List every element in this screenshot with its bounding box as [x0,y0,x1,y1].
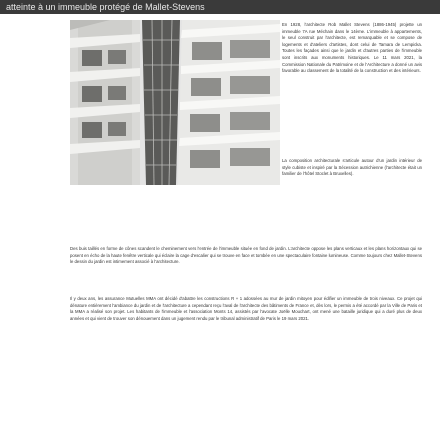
building-illustration [70,20,280,185]
garden-column-text: La composition architecturale s'articule autour d'un jardin intérieur de style cubiste et inspiré par la Sécession autrichienne (l'architecte était un familier de l'hôtel Stoclet à Bruxelles). [282,158,422,177]
intro-column-text: En 1928, l'architecte Rob Mallet Stevens (1886-1945) projette un immeuble 7A rue Méchain dans le 14ème. L'immeuble à appartements, le seul construit par l'architecte, est remarquable et se compose de logements et d'ateliers d'artistes, dont celui de Tamara de Lempicka. Toutes les façades ainsi que le jardin et d'autres parties de l'immeuble sont inscrits aux monuments historiques. Le 11 mars 2021, la Commission Nationale du Patrimoine et de l'Architecture a donné un avis favorable au classement de la totalité de la construction et des intérieurs. [282,22,422,74]
header-bar [0,0,440,14]
body-paragraph-1: Des buis taillés en forme de cônes scandent le cheminement vers l'entrée de l'immeuble située en fond de jardin. L'architecte oppose les plans verticaux et les plans horizontaux qui se posent en écho de la haute fenêtre verticale qui éclaire la cage d'escalier qui se trouve en face et tombée en une spectaculaire fontaine lumineuse. Comme toujours chez Mallet-Stevens le dessin du jardin est intimement associé à l'architecture. [70,246,422,265]
body-paragraph-2: Il y deux ans, les assurance Mutuelles MMA ont décidé d'abattre les constructions R + 1 adossées au mur de jardin mitoyen pour édifier un immeuble de trois niveaux. Ce projet qui dénature entièrement l'ambiance du jardin et de l'architecture a cependant reçu l'aval de l'architecte des bâtiments de France et, dès lors, le permis a été accordé par la Ville de Paris et la MMA a réalisé son projet. Les habitants de l'immeuble et l'association Monts 14, assistés par l'avocate Joëlle Mouchart, ont mené une bataille juridique qui a duré plus de deux années et qui vient de trouver son dénouement dans un jugement rendu par le tribunal administratif de Paris le 19 mars 2021. [70,296,422,321]
page-title: atteinte à un immeuble protégé de Mallet-Stevens [6,2,205,12]
building-photo [70,20,280,185]
